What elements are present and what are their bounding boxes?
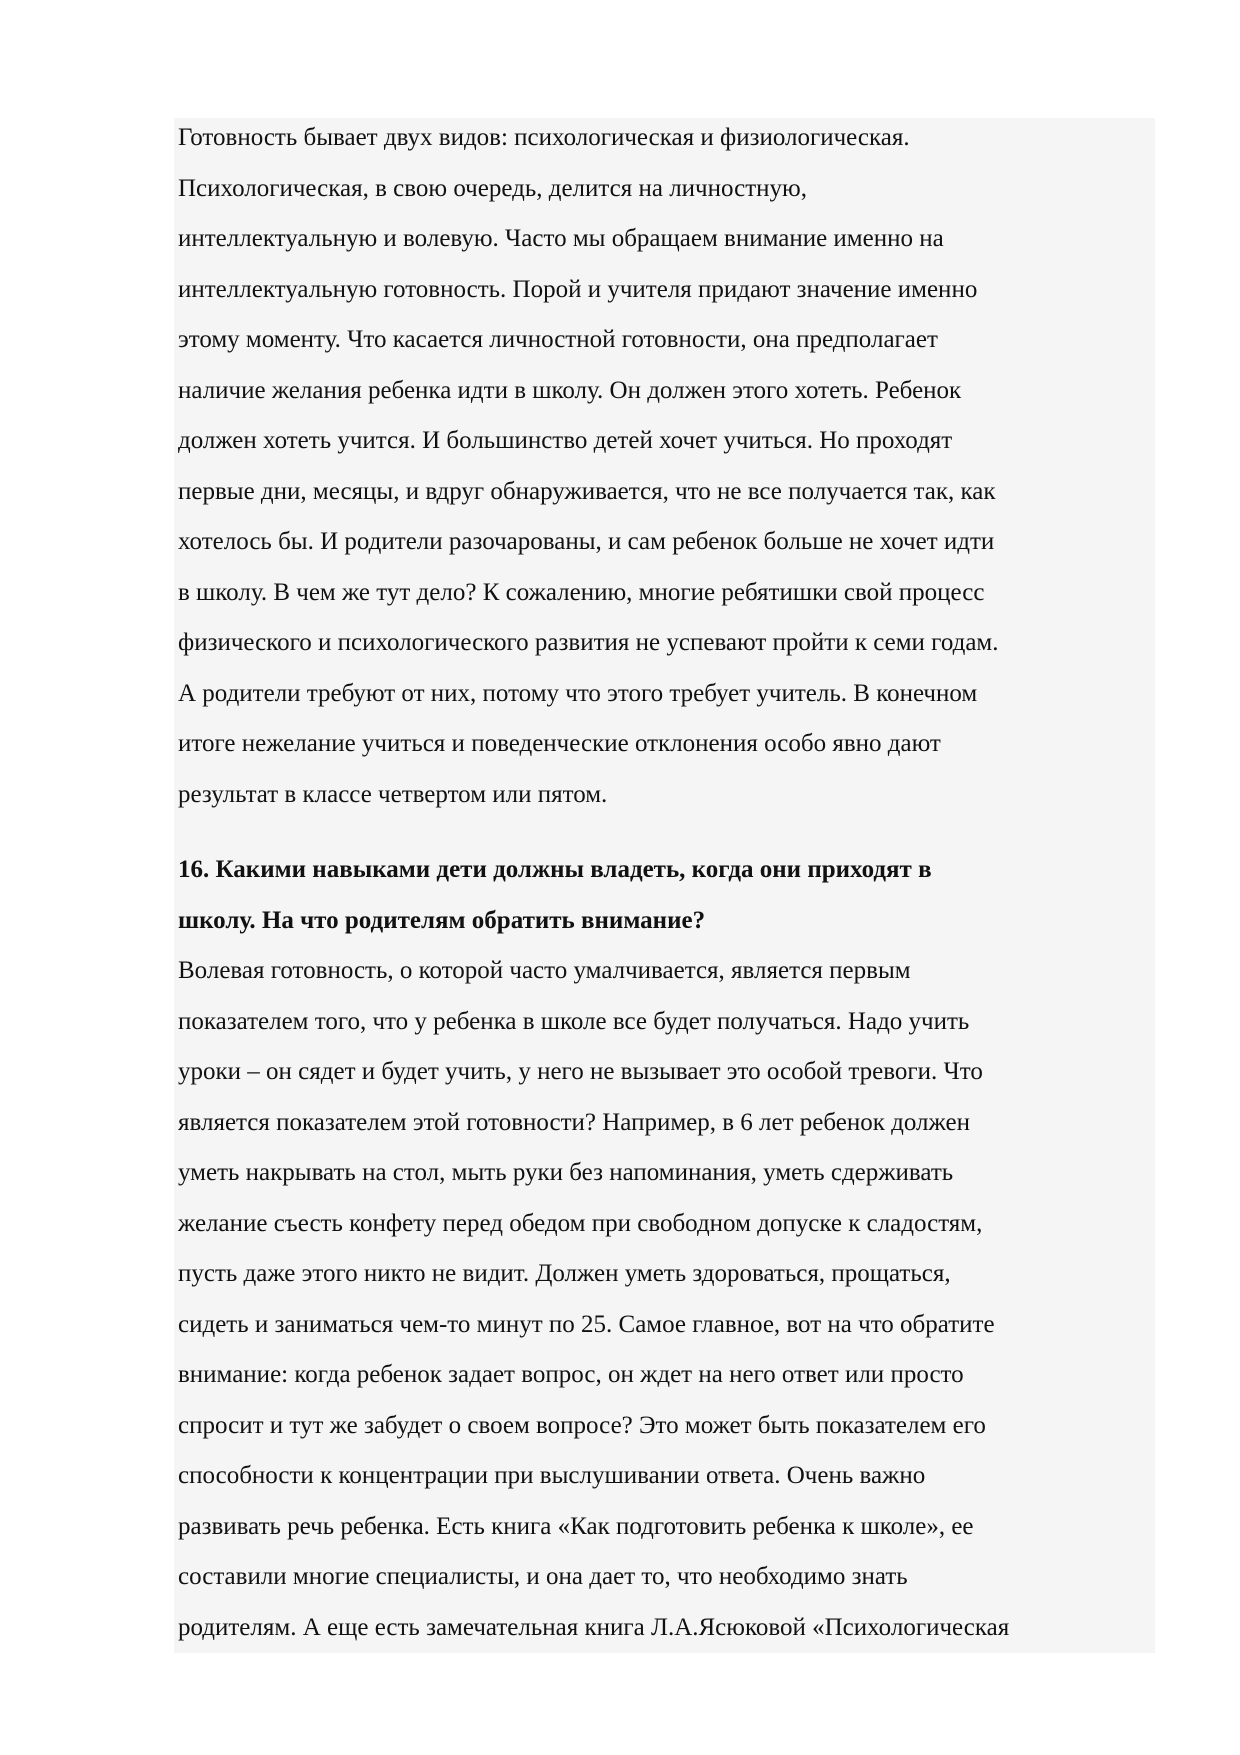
paragraph-gap bbox=[178, 825, 1153, 850]
section-heading bbox=[178, 850, 1153, 951]
text-line: спросит и тут же забудет о своем вопросе? Это может быть показателем его bbox=[178, 1411, 986, 1439]
text-line: должен хотеть учится. И большинство детей хочет учиться. Но проходят bbox=[178, 427, 953, 454]
text-line: А родители требуют от них, потому что этого требует учитель. В конечном bbox=[178, 679, 978, 707]
text-line: сидеть и заниматься чем-то минут по 25. Самое главное, вот на что обратите bbox=[178, 1310, 995, 1338]
text-line: показателем того, что у ребенка в школе все будет получаться. Надо учить bbox=[178, 1007, 970, 1035]
text-line: внимание: когда ребенок задает вопрос, он ждет на него ответ или просто bbox=[178, 1361, 964, 1388]
text-line: этому моменту. Что касается личностной готовности, она предполагает bbox=[178, 326, 938, 353]
text-line: способности к концентрации при выслушивании ответа. Очень важно bbox=[178, 1462, 926, 1489]
text-line: желание съесть конфету перед обедом при свободном допуске к сладостям, bbox=[178, 1209, 983, 1237]
text-line: является показателем этой готовности? Например, в 6 лет ребенок должен bbox=[178, 1108, 970, 1136]
text-line: наличие желания ребенка идти в школу. Он должен этого хотеть. Ребенок bbox=[178, 376, 962, 404]
heading-line: школу. На что родителям обратить внимание? bbox=[178, 906, 706, 934]
text-line: родителям. А еще есть замечательная книга Л.А.Ясюковой «Психологическая bbox=[178, 1613, 1010, 1641]
text-line: в школу. В чем же тут дело? К сожалению, многие ребятишки свой процесс bbox=[178, 578, 985, 606]
text-line: первые дни, месяцы, и вдруг обнаруживается, что не все получается так, как bbox=[178, 477, 996, 505]
text-line: Готовность бывает двух видов: психологическая и физиологическая. bbox=[178, 124, 910, 151]
text-line: уметь накрывать на стол, мыть руки без напоминания, уметь сдерживать bbox=[178, 1159, 954, 1186]
text-line: пусть даже этого никто не видит. Должен уметь здороваться, прощаться, bbox=[178, 1260, 951, 1287]
text-line: интеллектуальную готовность. Порой и учителя придают значение именно bbox=[178, 275, 978, 303]
paragraph-2 bbox=[178, 951, 1153, 1658]
text-line: Психологическая, в свою очередь, делится на личностную, bbox=[178, 174, 807, 202]
text-line: интеллектуальную и волевую. Часто мы обращаем внимание именно на bbox=[178, 225, 944, 252]
text-line: развивать речь ребенка. Есть книга «Как подготовить ребенка к школе», ее bbox=[178, 1512, 974, 1540]
text-line: хотелось бы. И родители разочарованы, и сам ребенок больше не хочет идти bbox=[178, 528, 995, 555]
text-line: составили многие специалисты, и она дает то, что необходимо знать bbox=[178, 1563, 908, 1590]
document-body bbox=[178, 118, 1153, 1658]
text-line: итоге нежелание учиться и поведенческие отклонения особо явно дают bbox=[178, 730, 941, 757]
paragraph-1 bbox=[178, 118, 1153, 825]
text-line: Волевая готовность, о которой часто умалчивается, является первым bbox=[178, 957, 911, 984]
heading-line: 16. Какими навыками дети должны владеть, когда они приходят в bbox=[178, 856, 932, 883]
text-line: уроки – он сядет и будет учить, у него не вызывает это особой тревоги. Что bbox=[178, 1058, 983, 1085]
text-line: физического и психологического развития не успевают пройти к семи годам. bbox=[178, 629, 999, 656]
text-line: результат в классе четвертом или пятом. bbox=[178, 780, 608, 808]
